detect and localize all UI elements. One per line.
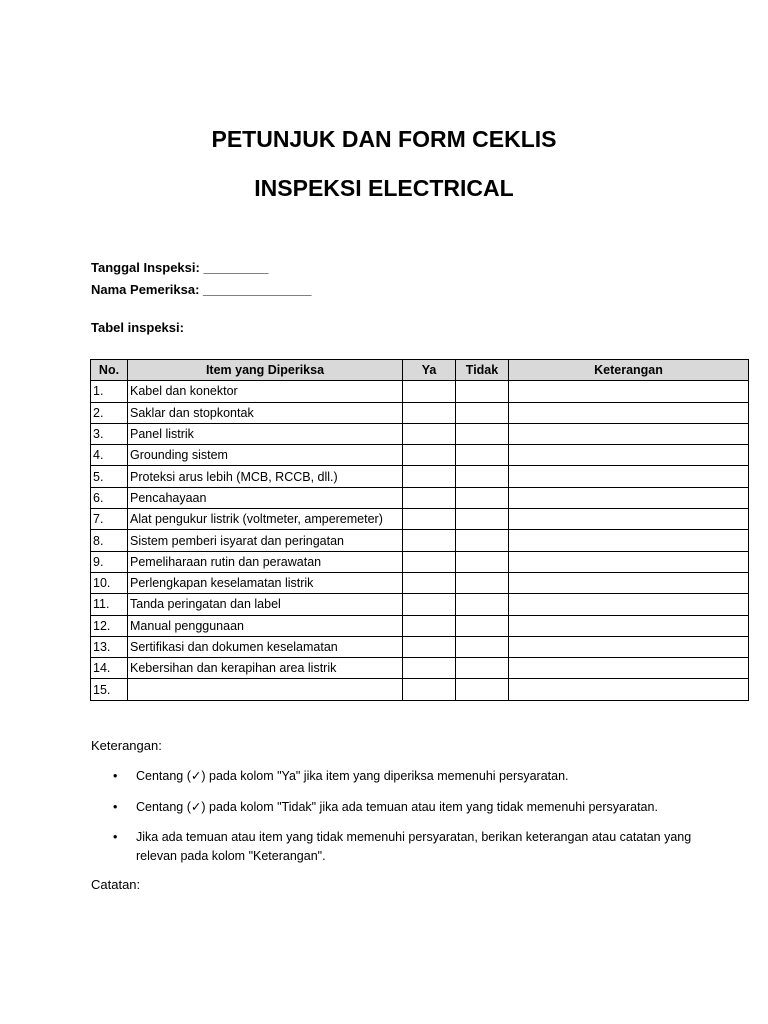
item-cell: Pencahayaan [128,487,403,508]
table-row [91,509,749,530]
keterangan-cell[interactable] [509,402,749,423]
table-body [91,381,749,700]
table-row [91,658,749,679]
ya-cell[interactable] [403,551,456,572]
ya-cell[interactable] [403,594,456,615]
row-number-cell: 1. [91,381,128,402]
row-number-cell: 12. [91,615,128,636]
row-number-cell: 8. [91,530,128,551]
row-number-cell: 13. [91,636,128,657]
inspection-table [90,359,749,701]
table-row [91,551,749,572]
keterangan-cell[interactable] [509,679,749,700]
row-number-cell: 15. [91,679,128,700]
keterangan-cell[interactable] [509,466,749,487]
ya-cell[interactable] [403,572,456,593]
document-title: PETUNJUK DAN FORM CEKLIS [211,126,557,152]
ya-cell[interactable] [403,445,456,466]
table-row [91,445,749,466]
tidak-cell[interactable] [456,615,509,636]
tidak-cell[interactable] [456,658,509,679]
table-row [91,423,749,444]
ya-cell[interactable] [403,530,456,551]
table-row [91,466,749,487]
ya-cell[interactable] [403,658,456,679]
row-number-cell: 4. [91,445,128,466]
bullet-icon: • [113,800,118,814]
ya-cell[interactable] [403,636,456,657]
keterangan-cell[interactable] [509,594,749,615]
item-cell: Grounding sistem [128,445,403,466]
keterangan-cell[interactable] [509,615,749,636]
table-row [91,679,749,700]
tidak-cell[interactable] [456,445,509,466]
item-cell: Manual penggunaan [128,615,403,636]
header-keterangan: Keterangan [509,360,749,381]
table-row [91,636,749,657]
table-row [91,572,749,593]
header-tidak: Tidak [456,360,509,381]
ya-cell[interactable] [403,466,456,487]
keterangan-cell[interactable] [509,509,749,530]
tidak-cell[interactable] [456,509,509,530]
header-ya: Ya [403,360,456,381]
keterangan-cell[interactable] [509,551,749,572]
keterangan-cell[interactable] [509,381,749,402]
note-text: Jika ada temuan atau item yang tidak memenuhi persyaratan, berikan keterangan atau catatan yang relevan pada kolom "Keterangan". [136,830,692,863]
item-cell: Sertifikasi dan dokumen keselamatan [128,636,403,657]
tidak-cell[interactable] [456,636,509,657]
notes-title: Keterangan: [91,738,162,753]
row-number-cell: 3. [91,423,128,444]
keterangan-cell[interactable] [509,530,749,551]
tidak-cell[interactable] [456,551,509,572]
keterangan-cell[interactable] [509,572,749,593]
row-number-cell: 6. [91,487,128,508]
catatan-label: Catatan: [91,877,141,892]
table-row [91,594,749,615]
item-cell: Kebersihan dan kerapihan area listrik [128,658,403,679]
row-number-cell: 5. [91,466,128,487]
item-cell: Pemeliharaan rutin dan perawatan [128,551,403,572]
table-row [91,530,749,551]
item-cell [128,679,403,700]
row-number-cell: 2. [91,402,128,423]
row-number-cell: 11. [91,594,128,615]
keterangan-cell[interactable] [509,636,749,657]
table-row [91,402,749,423]
ya-cell[interactable] [403,615,456,636]
tidak-cell[interactable] [456,679,509,700]
tidak-cell[interactable] [456,402,509,423]
document-subtitle: INSPEKSI ELECTRICAL [254,175,514,201]
row-number-cell: 14. [91,658,128,679]
keterangan-cell[interactable] [509,487,749,508]
table-header-row [91,360,749,381]
item-cell: Tanda peringatan dan label [128,594,403,615]
row-number-cell: 7. [91,509,128,530]
tidak-cell[interactable] [456,594,509,615]
examiner-name-label: Nama Pemeriksa: _______________ [91,282,312,297]
table-row [91,615,749,636]
keterangan-cell[interactable] [509,445,749,466]
header-no: No. [91,360,128,381]
row-number-cell: 9. [91,551,128,572]
table-row [91,487,749,508]
row-number-cell: 10. [91,572,128,593]
item-cell: Proteksi arus lebih (MCB, RCCB, dll.) [128,466,403,487]
tidak-cell[interactable] [456,572,509,593]
item-cell: Panel listrik [128,423,403,444]
item-cell: Kabel dan konektor [128,381,403,402]
tidak-cell[interactable] [456,423,509,444]
ya-cell[interactable] [403,402,456,423]
bullet-icon: • [113,830,118,844]
table-title: Tabel inspeksi: [91,320,184,335]
tidak-cell[interactable] [456,466,509,487]
ya-cell[interactable] [403,487,456,508]
tidak-cell[interactable] [456,530,509,551]
item-cell: Alat pengukur listrik (voltmeter, amperemeter) [128,509,403,530]
item-cell: Saklar dan stopkontak [128,402,403,423]
ya-cell[interactable] [403,381,456,402]
keterangan-cell[interactable] [509,423,749,444]
item-cell: Sistem pemberi isyarat dan peringatan [128,530,403,551]
note-text: Centang (✓) pada kolom "Tidak" jika ada temuan atau item yang tidak memenuhi persyaratan. [136,800,658,814]
tidak-cell[interactable] [456,487,509,508]
note-text: Centang (✓) pada kolom "Ya" jika item yang diperiksa memenuhi persyaratan. [136,769,569,783]
table-row [91,381,749,402]
inspection-date-label: Tanggal Inspeksi: _________ [91,260,269,275]
tidak-cell[interactable] [456,381,509,402]
bullet-icon: • [113,769,118,783]
ya-cell[interactable] [403,423,456,444]
item-cell: Perlengkapan keselamatan listrik [128,572,403,593]
header-item: Item yang Diperiksa [128,360,403,381]
ya-cell[interactable] [403,509,456,530]
ya-cell[interactable] [403,679,456,700]
keterangan-cell[interactable] [509,658,749,679]
